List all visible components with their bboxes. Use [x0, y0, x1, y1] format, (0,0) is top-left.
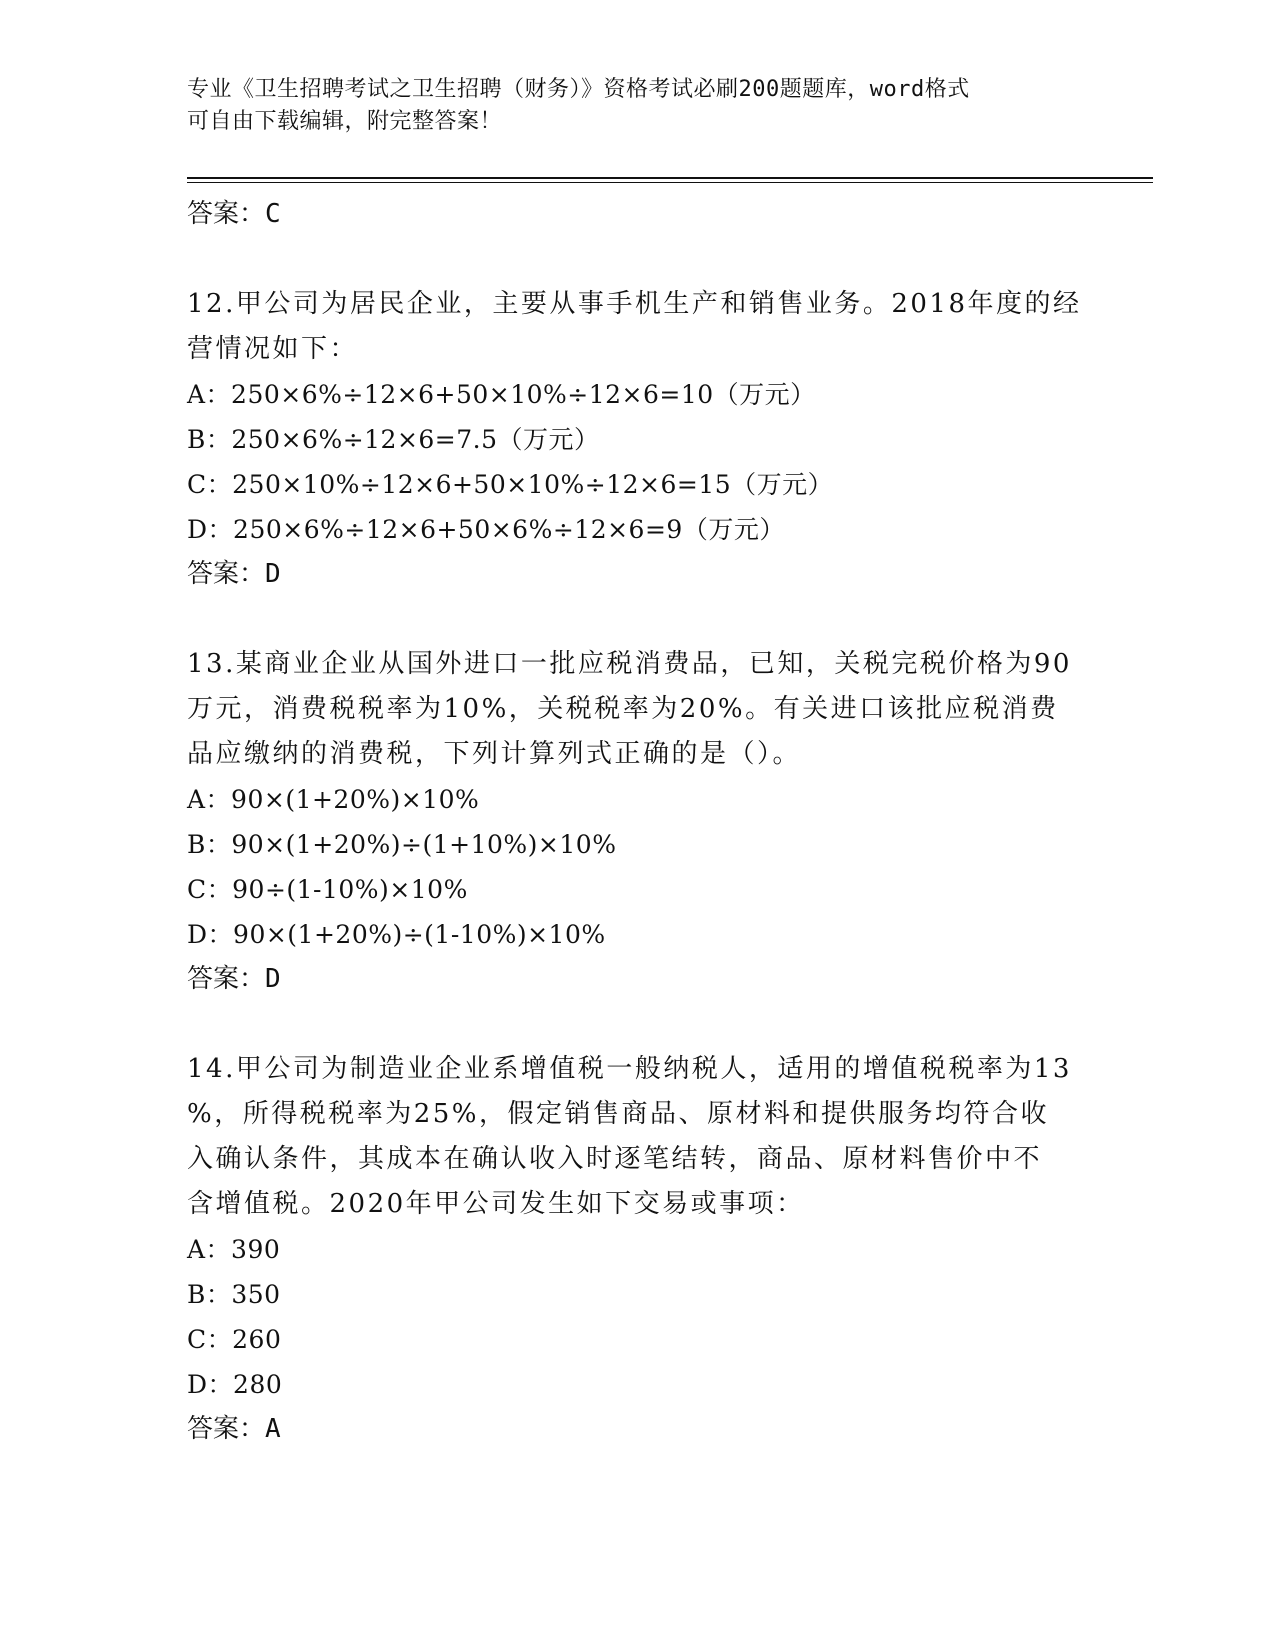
question-text-line: 14.甲公司为制造业企业系增值税一般纳税人，适用的增值税税率为13 [187, 1054, 1072, 1084]
question-text-line: 营情况如下： [187, 334, 359, 364]
option-c: C：250×10%÷12×6+50×10%÷12×6=15（万元） [187, 470, 834, 499]
answer-label: 答案： [187, 964, 266, 994]
answer [187, 552, 1087, 597]
header-divider-thin [187, 182, 1153, 183]
option-c: C：260 [187, 1325, 282, 1354]
answer-label: 答案： [187, 1414, 266, 1444]
question-text-line: 13.某商业企业从国外进口一批应税消费品，已知，关税完税价格为90 [187, 649, 1072, 679]
question-13 [187, 642, 1087, 1002]
option-b: B：90×(1+20%)÷(1+10%)×10% [187, 830, 617, 859]
answer-value: D [265, 559, 281, 589]
option-c: C：90÷(1-10%)×10% [187, 875, 468, 904]
question-text-line: 品应缴纳的消费税，下列计算列式正确的是（）。 [187, 739, 802, 769]
previous-answer [187, 192, 1087, 237]
option-b: B：250×6%÷12×6=7.5（万元） [187, 425, 600, 454]
question-text-line: 含增值税。2020年甲公司发生如下交易或事项： [187, 1189, 805, 1219]
answer [187, 957, 1087, 1002]
question-text-line: 入确认条件，其成本在确认收入时逐笔结转，商品、原材料售价中不 [187, 1144, 1043, 1174]
question-text-line: 12.甲公司为居民企业，主要从事手机生产和销售业务。2018年度的经 [187, 289, 1082, 319]
answer-value: D [265, 964, 281, 994]
option-d: D：90×(1+20%)÷(1-10%)×10% [187, 920, 606, 949]
answer-value: C [265, 199, 281, 229]
answer [187, 1407, 1087, 1452]
question-14 [187, 1047, 1087, 1452]
option-a: A：390 [187, 1235, 281, 1264]
question-12 [187, 282, 1087, 597]
header-line-2: 可自由下载编辑，附完整答案！ [187, 109, 503, 134]
question-text-line: %，所得税税率为25%，假定销售商品、原材料和提供服务均符合收 [187, 1099, 1049, 1129]
answer-value: A [265, 1414, 281, 1444]
option-b: B：350 [187, 1280, 281, 1309]
option-a: A：90×(1+20%)×10% [187, 785, 480, 814]
option-d: D：250×6%÷12×6+50×6%÷12×6=9（万元） [187, 515, 785, 544]
answer-label: 答案： [187, 199, 266, 229]
document-header [187, 74, 1087, 138]
question-text-line: 万元，消费税税率为10%，关税税率为20%。有关进口该批应税消费 [187, 694, 1059, 724]
header-divider-thick [187, 177, 1153, 179]
answer-label: 答案： [187, 559, 266, 589]
option-a: A：250×6%÷12×6+50×10%÷12×6=10（万元） [187, 380, 816, 409]
question-list [187, 192, 1087, 1452]
header-line-1: 专业《卫生招聘考试之卫生招聘（财务）》资格考试必刷200题题库，word格式 [187, 77, 970, 102]
option-d: D：280 [187, 1370, 283, 1399]
